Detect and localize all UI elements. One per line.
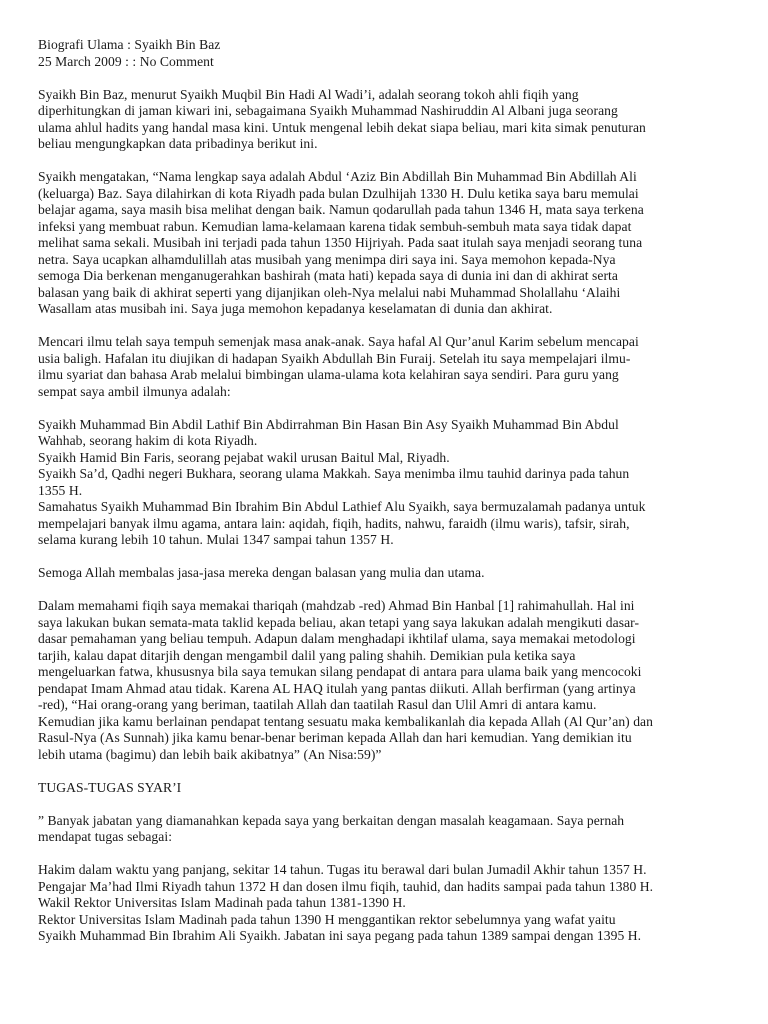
article-header <box>38 37 738 70</box>
text-line: ” Banyak jabatan yang diamanahkan kepada saya yang berkaitan dengan masalah keagamaan. Saya pernah <box>38 812 625 828</box>
article-paragraphs <box>38 87 738 945</box>
text-line: selama kurang lebih 10 tahun. Mulai 1347 sampai tahun 1357 H. <box>38 532 394 547</box>
text-line: beliau mengungkapkan data pribadinya berikut ini. <box>38 136 318 151</box>
paragraph <box>38 598 738 763</box>
text-line: tarjih, kalau dapat ditarjih dengan mengambil dalil yang paling shahih. Demikian pula ketika saya <box>38 647 576 663</box>
text-line: pendapat Imam Ahmad atau tidak. Karena AL HAQ itulah yang pantas diikuti. Allah berfirman (yang artinya <box>38 680 636 696</box>
text-line: Syaikh Bin Baz, menurut Syaikh Muqbil Bin Hadi Al Wadi’i, adalah seorang tokoh ahli fiqih yang <box>38 86 579 102</box>
text-line: usia baligh. Hafalan itu diujikan di hadapan Syaikh Abdullah Bin Furaij. Setelah itu saya mempelajari ilmu- <box>38 350 631 366</box>
text-line: melihat sama sekali. Musibah ini terjadi pada tahun 1350 Hijriyah. Pada saat itulah saya menjadi seorang tuna <box>38 235 643 250</box>
text-line: Rektor Universitas Islam Madinah pada tahun 1390 H menggantikan rektor sebelumnya yang wafat yaitu <box>38 911 616 927</box>
text-line: Syaikh Muhammad Bin Ibrahim Ali Syaikh. Jabatan ini saya pegang pada tahun 1389 sampai dengan 1395 H. <box>38 928 642 943</box>
text-line: Mencari ilmu telah saya tempuh semenjak masa anak-anak. Saya hafal Al Qur’anul Karim sebelum mencapai <box>38 334 639 349</box>
text-line: ilmu syariat dan bahasa Arab melalui bimbingan ulama-ulama kota kelahiran saya sendiri. Para guru yang <box>38 367 619 382</box>
text-line: Semoga Allah membalas jasa-jasa mereka dengan balasan yang mulia dan utama. <box>38 565 485 580</box>
text-line: Hakim dalam waktu yang panjang, sekitar 14 tahun. Tugas itu berawal dari bulan Jumadil Akhir tahun 1357 H. <box>38 862 647 877</box>
text-line: Pengajar Ma’had Ilmi Riyadh tahun 1372 H dan dosen ilmu fiqih, tauhid, dan hadits sampai pada tahun 1380 H. <box>38 878 654 894</box>
text-line: 1355 H. <box>38 482 83 498</box>
text-line: dasar pemahaman yang beliau tempuh. Adapun dalam menghadapi ikhtilaf ulama, saya memakai metodologi <box>38 631 636 646</box>
text-line: mengeluarkan fatwa, khususnya bila saya temukan silang pendapat di antara para ulama baik yang mencocoki <box>38 664 642 679</box>
text-line: Wahhab, seorang hakim di kota Riyadh. <box>38 433 258 448</box>
text-line: saya lakukan bukan semata-mata taklid kepada beliau, akan tetapi yang saya lakukan adalah mengikuti dasar- <box>38 614 640 630</box>
text-line: netra. Saya ucapkan alhamdulillah atas musibah yang menimpa diri saya ini. Saya memohon kepada-Nya <box>38 251 616 267</box>
text-line: Syaikh Sa’d, Qadhi negeri Bukhara, seorang ulama Makkah. Saya menimba ilmu tauhid darinya pada tahun <box>38 466 630 481</box>
text-line: mendapat tugas sebagai: <box>38 829 173 844</box>
article-title: Biografi Ulama : Syaikh Bin Baz <box>38 37 221 52</box>
paragraph <box>38 169 738 318</box>
text-line: semoga Dia berkenan menganugerahkan bashirah (mata hati) kepada saya di dunia ini dan di akhirat serta <box>38 268 618 283</box>
text-line: infeksi yang membuat rabun. Kemudian lama-kelamaan karena tidak sembuh-sembuh mata saya tidak dapat <box>38 218 632 234</box>
section-heading <box>38 780 738 797</box>
paragraph <box>38 862 738 945</box>
paragraph <box>38 417 738 549</box>
paragraph <box>38 813 738 846</box>
text-line: Kemudian jika kamu berlainan pendapat tentang sesuatu maka kembalikanlah dia kepada Allah (Al Qur’an) dan <box>38 713 653 729</box>
text-line: mempelajari banyak ilmu agama, antara lain: aqidah, fiqih, hadits, nahwu, faraidh (ilmu waris), tafsir, sirah, <box>38 515 630 531</box>
text-line: Syaikh Muhammad Bin Abdil Lathif Bin Abdirrahman Bin Hasan Bin Asy Syaikh Muhammad Bin Abdul <box>38 416 619 432</box>
text-line: Wakil Rektor Universitas Islam Madinah pada tahun 1381-1390 H. <box>38 895 406 910</box>
text-line: -red), “Hai orang-orang yang beriman, taatilah Allah dan taatilah Rasul dan Ulil Amri di antara kamu. <box>38 697 597 712</box>
text-line: ulama ahlul hadits yang handal masa kini. Untuk mengenal lebih dekat siapa beliau, mari kita simak penuturan <box>38 119 646 135</box>
paragraph <box>38 87 738 153</box>
text-line: lebih utama (bagimu) dan lebih baik akibatnya” (An Nisa:59)” <box>38 746 382 762</box>
text-line: Wasallam atas musibah ini. Saya juga memohon kepadanya keselamatan di dunia dan akhirat. <box>38 301 553 316</box>
text-line: (keluarga) Baz. Saya dilahirkan di kota Riyadh pada bulan Dzulhijah 1330 H. Dulu ketika saya baru memulai <box>38 185 639 201</box>
text-line: balasan yang baik di akhirat seperti yang dijanjikan oleh-Nya melalui nabi Muhammad Sholallahu ‘Alaihi <box>38 284 621 300</box>
text-line: Dalam memahami fiqih saya memakai thariqah (mahdzab -red) Ahmad Bin Hanbal [1] rahimahullah. Hal ini <box>38 598 635 613</box>
paragraph <box>38 334 738 400</box>
text-line: belajar agama, saya masih bisa melihat dengan baik. Namun qodarullah pada tahun 1346 H, mata saya terkena <box>38 202 644 217</box>
text-line: Syaikh Hamid Bin Faris, seorang pejabat wakil urusan Baitul Mal, Riyadh. <box>38 449 450 465</box>
text-line: diperhitungkan di jaman kiwari ini, sebagaimana Syaikh Muhammad Nashiruddin Al Albani juga seorang <box>38 103 618 118</box>
article-body <box>38 37 738 961</box>
text-line: Rasul-Nya (As Sunnah) jika kamu benar-benar beriman kepada Allah dan hari kemudian. Yang demikian itu <box>38 730 632 745</box>
article-meta: 25 March 2009 : : No Comment <box>38 53 214 69</box>
paragraph <box>38 565 738 582</box>
text-line: sempat saya ambil ilmunya adalah: <box>38 383 231 399</box>
text-line: Syaikh mengatakan, “Nama lengkap saya adalah Abdul ‘Aziz Bin Abdillah Bin Muhammad Bin Abdillah Ali <box>38 169 637 184</box>
text-line: TUGAS-TUGAS SYAR’I <box>38 779 182 795</box>
text-line: Samahatus Syaikh Muhammad Bin Ibrahim Bin Abdul Lathief Alu Syaikh, saya bermuzalamah padanya untuk <box>38 499 646 514</box>
